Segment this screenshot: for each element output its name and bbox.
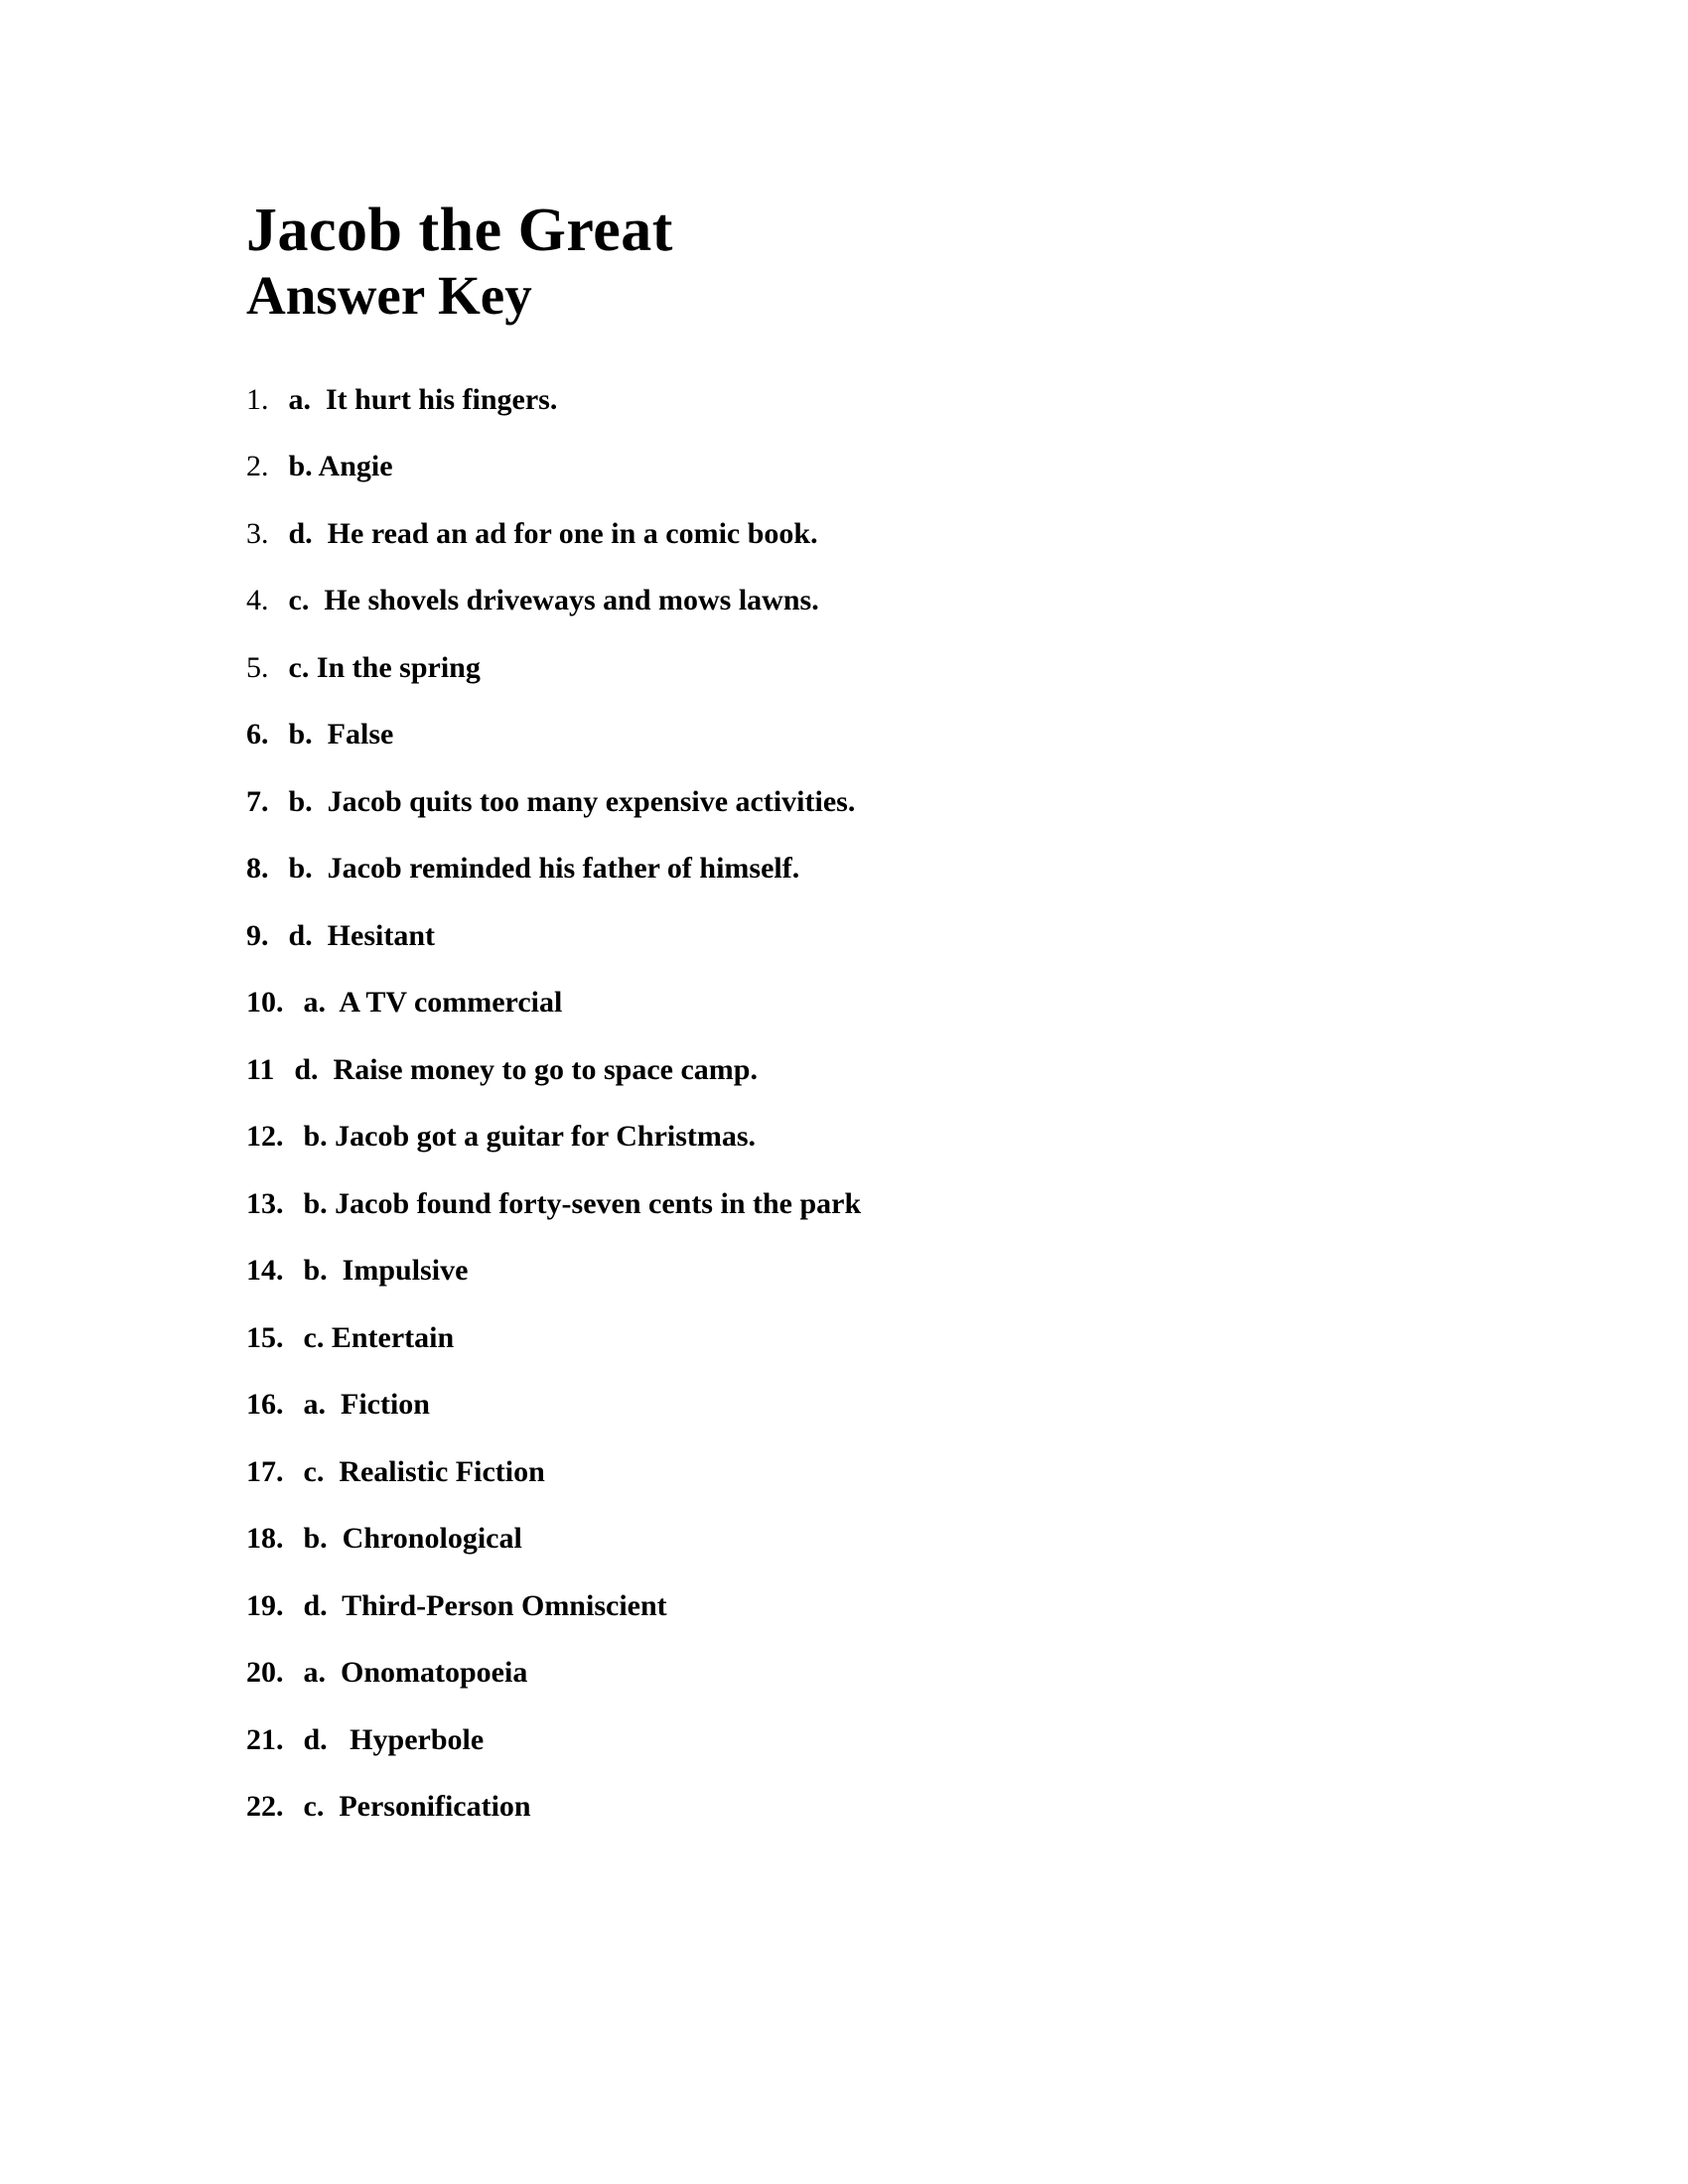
answer-item <box>246 518 1549 550</box>
answer-text: d. Third-Person Omniscient <box>303 1588 667 1622</box>
answer-number: 4. <box>246 584 269 617</box>
answer-number: 11 <box>246 1052 275 1086</box>
answer-text: b. Jacob found forty-seven cents in the park <box>303 1186 862 1220</box>
answer-text: b. Jacob quits too many expensive activities. <box>288 784 856 818</box>
answer-item <box>246 1523 1549 1555</box>
answer-text: c. In the spring <box>288 650 481 684</box>
answer-number: 20. <box>246 1656 284 1690</box>
answer-number: 17. <box>246 1454 284 1488</box>
answer-item <box>246 1121 1549 1153</box>
answer-number: 2. <box>246 450 269 483</box>
page-title: Jacob the Great <box>246 197 673 264</box>
answer-number: 13. <box>246 1186 284 1220</box>
answer-number: 19. <box>246 1588 284 1622</box>
answer-text: a. It hurt his fingers. <box>288 382 558 416</box>
answer-text: a. A TV commercial <box>303 986 563 1020</box>
answer-item <box>246 719 1549 751</box>
answer-number: 21. <box>246 1722 284 1756</box>
answer-text: c. Personification <box>303 1790 531 1824</box>
answer-number: 8. <box>246 852 269 886</box>
answer-item <box>246 1791 1549 1823</box>
answer-text: d. Hyperbole <box>303 1722 485 1756</box>
answer-item <box>246 1657 1549 1689</box>
answer-number: 5. <box>246 650 269 684</box>
answer-number: 9. <box>246 918 269 952</box>
answer-text: a. Fiction <box>303 1388 430 1422</box>
answer-text: c. Entertain <box>303 1320 455 1354</box>
answer-number: 6. <box>246 718 269 751</box>
answer-item <box>246 1255 1549 1287</box>
answer-item <box>246 1054 1549 1086</box>
answer-number: 14. <box>246 1254 284 1288</box>
answer-number: 7. <box>246 784 269 818</box>
answer-list <box>246 384 1549 1823</box>
answer-text: d. He read an ad for one in a comic book. <box>288 516 818 550</box>
answer-text: d. Hesitant <box>288 918 436 952</box>
answer-item <box>246 1590 1549 1622</box>
answer-item <box>246 853 1549 885</box>
page-subtitle: Answer Key <box>246 265 532 327</box>
answer-text: b. False <box>288 718 394 751</box>
answer-number: 18. <box>246 1522 284 1556</box>
answer-number: 15. <box>246 1320 284 1354</box>
answer-text: b. Impulsive <box>303 1254 469 1288</box>
answer-number: 22. <box>246 1790 284 1824</box>
answer-item <box>246 652 1549 684</box>
answer-text: a. Onomatopoeia <box>303 1656 528 1690</box>
answer-item <box>246 1322 1549 1354</box>
answer-item <box>246 1188 1549 1220</box>
answer-number: 3. <box>246 516 269 550</box>
answer-text: b. Jacob reminded his father of himself. <box>288 852 800 886</box>
answer-number: 1. <box>246 382 269 416</box>
answer-item <box>246 1389 1549 1421</box>
answer-item <box>246 786 1549 818</box>
answer-text: b. Chronological <box>303 1522 522 1556</box>
answer-text: b. Angie <box>288 450 393 483</box>
answer-text: d. Raise money to go to space camp. <box>294 1052 758 1086</box>
answer-item <box>246 1456 1549 1488</box>
answer-text: b. Jacob got a guitar for Christmas. <box>303 1120 757 1154</box>
answer-item <box>246 585 1549 616</box>
answer-text: c. He shovels driveways and mows lawns. <box>288 584 819 617</box>
answer-number: 16. <box>246 1388 284 1422</box>
answer-item <box>246 920 1549 952</box>
answer-item <box>246 384 1549 416</box>
answer-item <box>246 1724 1549 1756</box>
answer-text: c. Realistic Fiction <box>303 1454 545 1488</box>
answer-number: 12. <box>246 1120 284 1154</box>
answer-item <box>246 451 1549 482</box>
answer-item <box>246 987 1549 1019</box>
answer-number: 10. <box>246 986 284 1020</box>
